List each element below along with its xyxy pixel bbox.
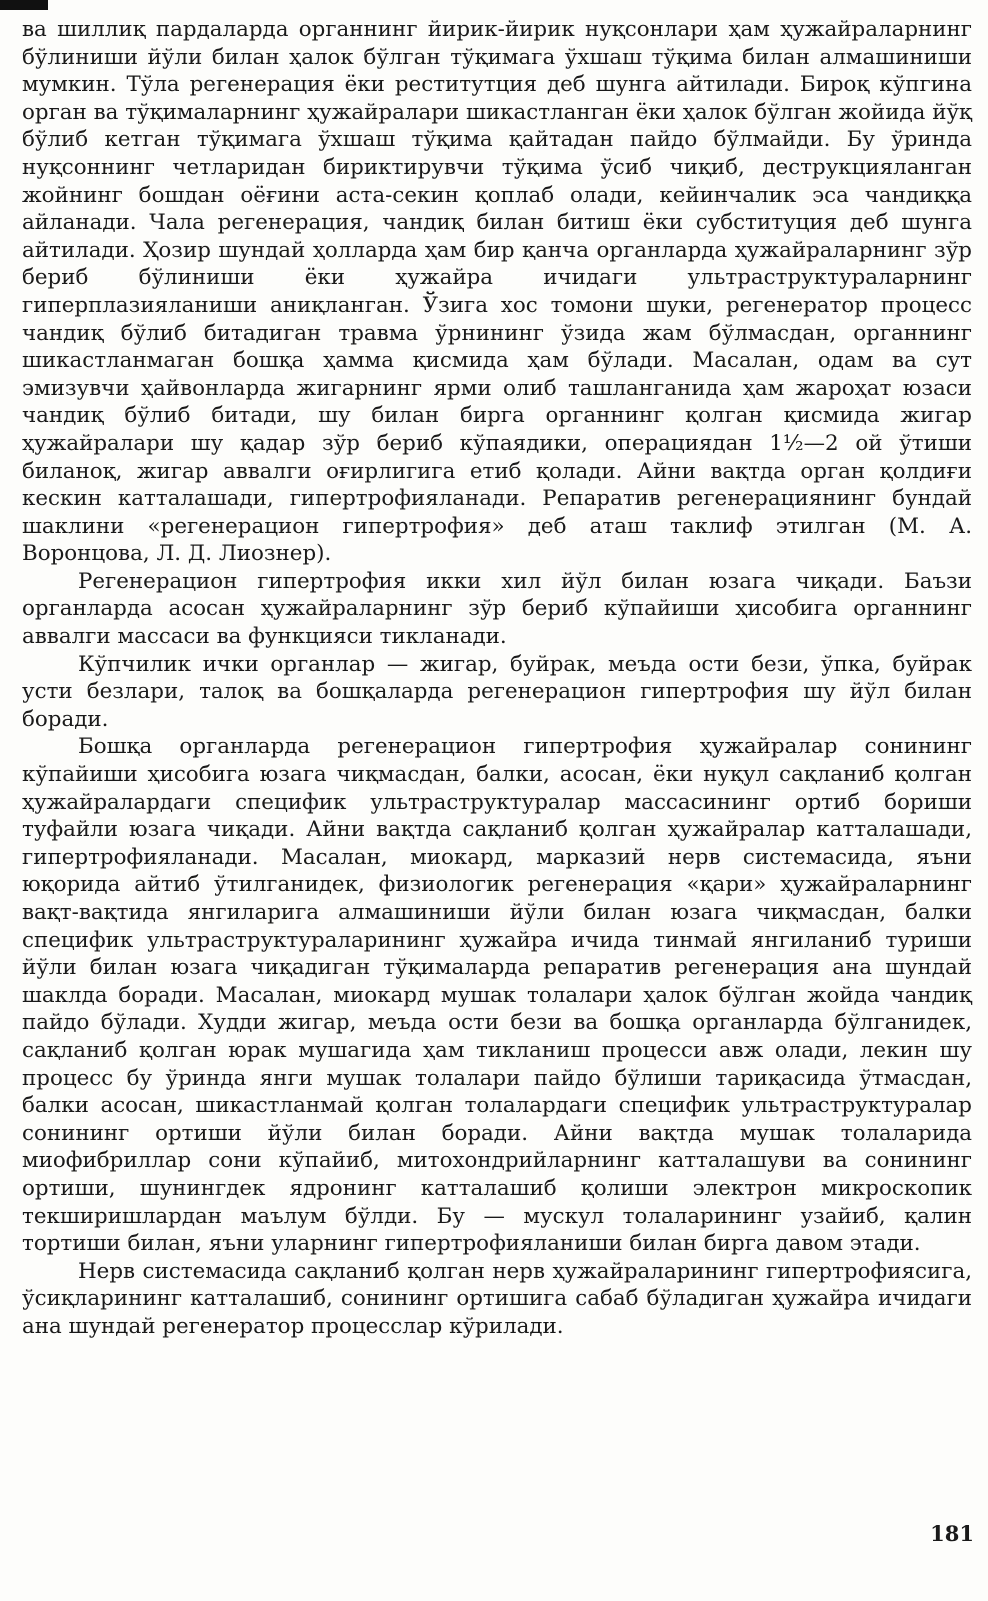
paragraph-5: Нерв системасида сақланиб қолган нерв ҳужайраларининг гипертрофиясига, ўсиқларининг катталашиб, сонининг ортишига сабаб бўладиган ҳужайра ичидаги ана шундай регенератор процесслар кўрилади. — [22, 1258, 972, 1339]
paragraph-2: Регенерацион гипертрофия икки хил йўл билан юзага чиқади. Баъзи органларда асосан ҳужайраларнинг зўр бериб кўпайиши ҳисобига органнинг аввалги массаси ва функцияси тикланади. — [22, 568, 972, 650]
body-text — [22, 16, 972, 1341]
paragraph-1: ва шиллиқ пардаларда органнинг йирик-йирик нуқсонлари ҳам ҳужайраларнинг бўлиниши йўли билан ҳалок бўлган тўқимага ўхшаш тўқима билан алмашиниши мумкин. Тўла регенерация ёки реститутция деб шунга айтилади. Бироқ кўпгина орган ва тўқималарнинг ҳужайралари шикастланган ёки ҳалок бўлган жойида йўқ бўлиб кетган тўқимага ўхшаш тўқима қайтадан пайдо бўлмайди. Бу ўринда нуқсоннинг четларидан бириктирувчи тўқима ўсиб чиқиб, деструкцияланган жойнинг бошдан оёғини аста-секин қоплаб олади, кейинчалик эса чандиққа айланади. Чала регенерация, чандиқ билан битиш ёки субституция деб шунга айтилади. Ҳозир шундай ҳолларда ҳам бир қанча органларда ҳужайраларнинг зўр бериб бўлиниши ёки ҳужайра ичидаги ультраструктураларнинг гиперплазияланиши аниқланган. Ўзига хос томони шуки, регенератор процесс чандиқ бўлиб битадиган травма ўрнининг ўзида жам бўлмасдан, органнинг шикастланмаган бошқа ҳамма қисмида ҳам бўлади. Масалан, одам ва сут эмизувчи ҳайвонларда жигарнинг ярми олиб ташланганида ҳам жароҳат юзаси чандиқ бўлиб битади, шу билан бирга органнинг қолган қисмида жигар ҳужайралари шу қадар зўр бериб кўпаядики, операциядан 1½—2 ой ўтиши биланоқ, жигар аввалги оғирлигига етиб қолади. Айни вақтда орган қолдиғи кескин катталашади, гипертрофияланади. Репаратив регенерациянинг бундай шаклини «регенерацион гипертрофия» деб аташ таклиф этилган (М. А. Воронцова, Л. Д. Лиознер). — [22, 17, 972, 567]
page-number: 181 — [930, 1521, 974, 1546]
paragraph-4: Бошқа органларда регенерацион гипертрофия ҳужайралар сонининг кўпайиши ҳисобига юзага чиқмасдан, балки, асосан, ёки нуқул сақланиб қолган ҳужайралардаги специфик ультраструктуралар массасининг ортиб бориши туфайли юзага чиқади. Айни вақтда сақланиб қолган ҳужайралар катталашади, гипертрофияланади. Масалан, миокард, марказий нерв системасида, яъни юқорида айтиб ўтилганидек, физиологик регенерация «қари» ҳужайраларнинг вақт-вақтида янгиларига алмашиниши йўли билан юзага чиқмасдан, балки специфик ультраструктураларининг ҳужайра ичида тинмай янгиланиб туриши йўли билан юзага чиқадиган тўқималарда репаратив регенерация ана шундай шаклда боради. Масалан, миокард мушак толалари ҳалок бўлган жойда чандиқ пайдо бўлади. Худди жигар, меъда ости бези ва бошқа органларда бўлганидек, сақланиб қолган юрак мушагида ҳам тикланиш процесси авж олади, лекин шу процесс бу ўринда янги мушак толалари пайдо бўлиши тариқасида ўтмасдан, балки асосан, шикастланмай қолган толалардаги специфик ультраструктуралар сонининг ортиши йўли билан боради. Айни вақтда мушак толаларида миофибриллар сони кўпайиб, митохондрийларнинг катталашуви ва сонининг ортиши, шунингдек ядронинг катталашиб қолиши электрон микроскопик текширишлардан маълум бўлди. Бу — мускул толаларининг узайиб, қалин тортиши билан, яъни уларнинг гипертрофияланиши билан бирга давом этади. — [22, 734, 972, 1257]
scan-corner-mark — [0, 0, 48, 10]
paragraph-3: Кўпчилик ички органлар — жигар, буйрак, меъда ости бези, ўпка, буйрак усти безлари, талоқ ва бошқаларда регенерацион гипертрофия шу йўл билан боради. — [22, 651, 972, 732]
